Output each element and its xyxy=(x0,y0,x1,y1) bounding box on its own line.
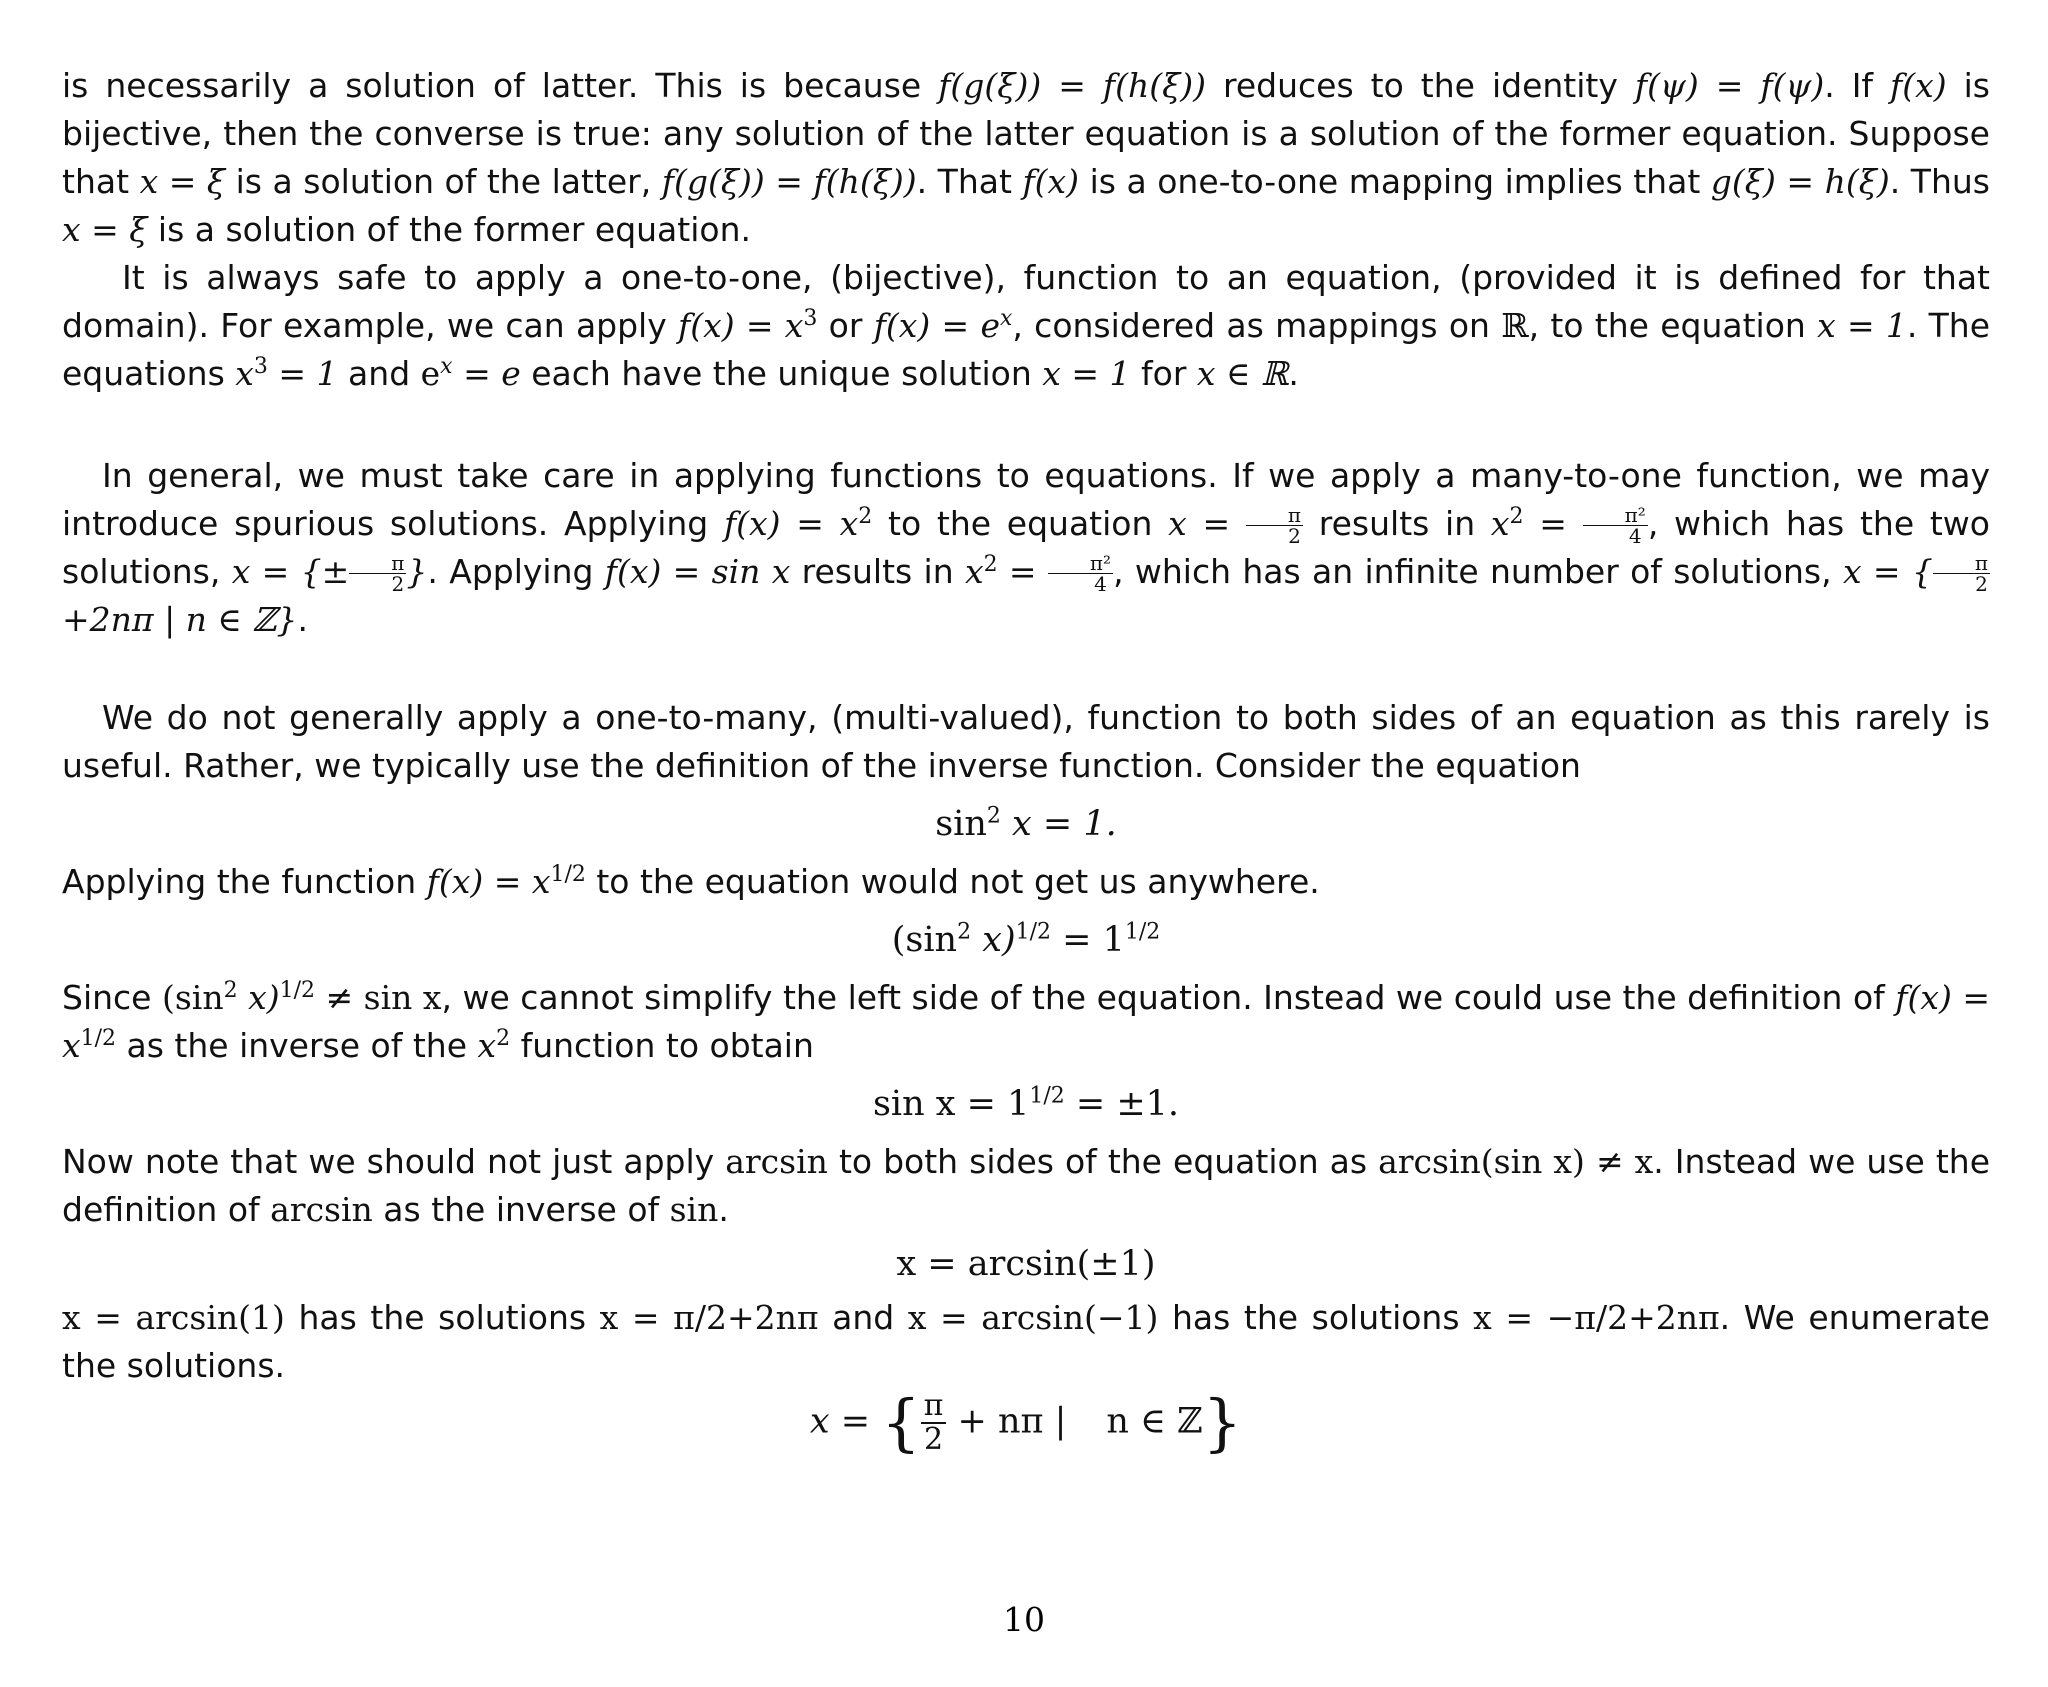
exponent: x xyxy=(440,354,453,379)
math: x = xyxy=(809,1401,882,1442)
paragraph-bijective-converse xyxy=(62,62,1990,254)
math: f(x) xyxy=(1022,162,1080,201)
text: has the solutions xyxy=(1158,1298,1474,1337)
fraction-denominator: 4 xyxy=(1628,524,1642,548)
text: is a one-to-one mapping implies that xyxy=(1079,162,1711,201)
math: x = ξ xyxy=(62,210,148,249)
spacer xyxy=(62,398,1990,452)
text: . We enumerate the solutions. xyxy=(62,1298,1990,1385)
exponent: 1/2 xyxy=(1124,919,1161,945)
text: In general, we must take care in applying functions to equations. If we apply a many-to-one function, we may introduce spurious solutions. Applying xyxy=(62,456,1990,543)
text: and xyxy=(337,354,421,393)
text: is a solution of the latter, xyxy=(225,162,662,201)
fraction xyxy=(349,553,406,594)
math: x = 1. xyxy=(1000,804,1117,844)
math: arcsin xyxy=(725,1142,828,1181)
text: . xyxy=(1288,354,1299,393)
math: = xyxy=(1523,504,1583,543)
math: x = arcsin(1) xyxy=(62,1298,285,1337)
exponent: 2 xyxy=(223,978,238,1003)
math: ≠ sin x xyxy=(315,978,442,1017)
fraction xyxy=(1933,553,1990,594)
exponent: 2 xyxy=(983,552,998,577)
spacer xyxy=(62,644,1990,694)
exponent: 1/2 xyxy=(80,1026,117,1051)
math: = xyxy=(997,552,1048,591)
math: sin xyxy=(669,1190,719,1229)
math: x xyxy=(1490,504,1510,543)
exponent: 1/2 xyxy=(1015,919,1052,945)
exponent: 1/2 xyxy=(279,978,315,1003)
math: sin x = 1 xyxy=(872,1084,1030,1124)
math: x = {± xyxy=(231,552,350,591)
text: It is always safe to apply a one-to-one, (bijective), function to an equation, (provided it is defined for that domain). For example, we can apply xyxy=(62,258,1990,345)
text: . Thus xyxy=(1889,162,1990,201)
math: x = ξ xyxy=(139,162,226,201)
math: = 1 xyxy=(1051,920,1125,960)
text: Since xyxy=(62,978,162,1017)
math: (sin xyxy=(161,978,224,1017)
exponent: 3 xyxy=(253,354,268,379)
fraction-numerator: π xyxy=(1933,553,1990,574)
fraction xyxy=(1048,553,1113,594)
paragraph-one-to-many xyxy=(62,694,1990,790)
math: = e xyxy=(452,354,521,393)
text: . xyxy=(297,600,308,639)
fraction xyxy=(1583,505,1648,546)
math: x xyxy=(235,354,254,393)
math: arcsin xyxy=(270,1190,373,1229)
text: has the solutions xyxy=(284,1298,600,1337)
math: = 1 xyxy=(267,354,338,393)
exponent: 2 xyxy=(957,919,972,945)
exponent: 2 xyxy=(986,803,1001,829)
paragraph-since xyxy=(62,974,1990,1070)
fraction-numerator: π xyxy=(349,553,406,574)
text: , to the equation xyxy=(1528,306,1818,345)
math: (sin xyxy=(891,920,958,960)
text: to the equation would not get us anywhere. xyxy=(585,862,1320,901)
fraction-numerator: π xyxy=(1246,505,1303,526)
math: x) xyxy=(237,978,280,1017)
fraction-denominator: 2 xyxy=(923,1422,944,1457)
text: . The equations xyxy=(62,306,1991,393)
text: or xyxy=(817,306,874,345)
math: f(x) = x xyxy=(62,978,1991,1065)
fraction xyxy=(1246,505,1303,546)
math: f(x) xyxy=(1890,66,1947,105)
exponent: 1/2 xyxy=(1029,1083,1065,1109)
text: results in xyxy=(790,552,965,591)
text: . If xyxy=(1824,66,1891,105)
text: Now note that we should not just apply xyxy=(62,1142,726,1181)
math: f(ψ) = f(ψ) xyxy=(1634,66,1825,105)
exponent: 3 xyxy=(803,306,818,331)
math: sin xyxy=(935,804,987,844)
right-brace: } xyxy=(1202,1386,1243,1459)
fraction-numerator: π xyxy=(921,1390,947,1424)
text: We do not generally apply a one-to-many, (multi-valued), function to both sides of an equation as this rarely is useful. Rather, we typically use the definition of the inverse function. Consider the equation xyxy=(62,698,1990,785)
equation-sin-squared xyxy=(62,800,1990,848)
exponent: 2 xyxy=(1509,504,1524,529)
text: is bijective, then the converse is true: any solution of the latter equation is a solution of the former equation. Suppose that xyxy=(62,66,1990,201)
math: x = π/2+2nπ xyxy=(599,1298,819,1337)
math: x xyxy=(477,1026,497,1065)
text: is necessarily a solution of latter. This is because xyxy=(62,66,939,105)
math: x ∈ ℝ xyxy=(1196,354,1289,393)
math: x = arcsin(−1) xyxy=(907,1298,1159,1337)
fraction-denominator: 4 xyxy=(1094,572,1107,596)
math: x = 1 xyxy=(1817,306,1907,345)
fraction-denominator: 2 xyxy=(1975,572,1988,596)
document-page xyxy=(62,62,1990,1466)
text: , we cannot simplify the left side of the equation. Instead we could use the definition of xyxy=(441,978,1896,1017)
math: +2nπ | n ∈ ℤ} xyxy=(62,600,298,639)
math: x = −π/2+2nπ xyxy=(1473,1298,1720,1337)
math: x xyxy=(964,552,984,591)
math: f(g(ξ)) = f(h(ξ)) xyxy=(938,66,1207,105)
math: + nπ | xyxy=(946,1401,1067,1442)
paragraph-apply-sqrt xyxy=(62,858,1990,906)
text: each have the unique solution xyxy=(520,354,1043,393)
math: f(x) = x xyxy=(723,504,859,543)
math: f(x) = x xyxy=(678,306,804,345)
fraction-numerator: π² xyxy=(1583,505,1648,526)
text: . That xyxy=(916,162,1023,201)
math: e xyxy=(420,354,441,393)
left-brace: { xyxy=(881,1386,921,1459)
text: . Instead we use the definition of xyxy=(62,1142,1991,1229)
text: for xyxy=(1130,354,1197,393)
math: f(x) = x xyxy=(426,862,551,901)
math: arcsin(sin x) ≠ x xyxy=(1378,1142,1654,1181)
text: . Applying xyxy=(427,552,605,591)
math: } xyxy=(406,552,428,591)
math: f(x) = e xyxy=(873,306,1000,345)
exponent: 2 xyxy=(858,504,873,529)
math: x) xyxy=(971,920,1016,960)
math: g(ξ) = h(ξ) xyxy=(1710,162,1890,201)
equation-sin-pm-one xyxy=(62,1080,1990,1128)
paragraph-many-to-one xyxy=(62,452,1990,644)
text: , which has the two solutions, xyxy=(62,504,1990,591)
math: f(x) = sin x xyxy=(604,552,791,591)
math: f(g(ξ)) = f(h(ξ)) xyxy=(661,162,917,201)
paragraph-one-to-one-safe xyxy=(62,254,1990,398)
text: , which has an infinite number of solutions, xyxy=(1113,552,1843,591)
equation-arcsin xyxy=(62,1240,1990,1288)
math: x = arcsin(±1) xyxy=(896,1244,1156,1284)
text: results in xyxy=(1303,504,1491,543)
fraction-numerator: π² xyxy=(1048,553,1113,574)
math: x = 1 xyxy=(1042,354,1131,393)
fraction-denominator: 2 xyxy=(391,572,405,596)
text: function to obtain xyxy=(510,1026,814,1065)
math: x = { xyxy=(1842,552,1933,591)
text: is a solution of the former equation. xyxy=(147,210,751,249)
fraction-denominator: 2 xyxy=(1288,524,1301,548)
text: as the inverse of the xyxy=(116,1026,478,1065)
text: as the inverse of xyxy=(372,1190,670,1229)
fraction xyxy=(921,1390,947,1456)
math: x = xyxy=(1168,504,1246,543)
text: , considered as mappings on xyxy=(1012,306,1502,345)
exponent: 1/2 xyxy=(550,862,586,887)
text: to the equation xyxy=(872,504,1169,543)
math: ℝ xyxy=(1501,306,1529,345)
text: and xyxy=(818,1298,908,1337)
text: to both sides of the equation as xyxy=(827,1142,1379,1181)
text: Applying the function xyxy=(62,862,427,901)
paragraph-solutions xyxy=(62,1294,1990,1390)
math: n ∈ ℤ xyxy=(1106,1401,1203,1442)
math: = ±1. xyxy=(1064,1084,1180,1124)
text: . xyxy=(718,1190,729,1229)
page-number: 10 xyxy=(1003,1600,1045,1639)
text: reduces to the identity xyxy=(1206,66,1635,105)
equation-solution-set xyxy=(62,1386,1990,1459)
exponent: 2 xyxy=(496,1026,511,1051)
exponent: x xyxy=(1000,306,1013,331)
paragraph-arcsin-note xyxy=(62,1138,1990,1234)
equation-sqrt-sin xyxy=(62,916,1990,964)
